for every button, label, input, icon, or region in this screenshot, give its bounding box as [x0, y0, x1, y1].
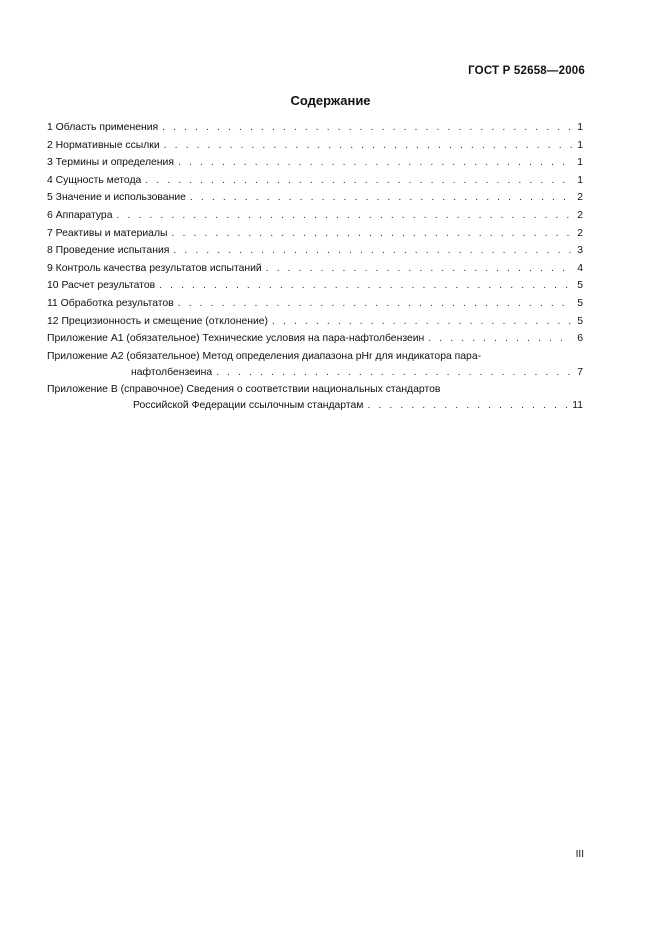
- toc-entry[interactable]: [47, 154, 583, 172]
- table-of-contents: [47, 119, 583, 415]
- page-number: III: [575, 849, 584, 860]
- toc-entry-page: 1: [577, 157, 583, 169]
- toc-entry-annex-b-line1[interactable]: [47, 381, 583, 397]
- toc-leader-dots: [190, 189, 572, 207]
- toc-leader-dots: [178, 295, 572, 313]
- toc-leader-dots: [164, 137, 572, 155]
- toc-leader-dots: [272, 313, 572, 331]
- toc-entry-page: 1: [577, 139, 583, 151]
- toc-entry-page: 2: [577, 209, 583, 221]
- toc-leader-dots: [428, 330, 572, 348]
- toc-entry[interactable]: [47, 225, 583, 243]
- toc-entry-page: 6: [577, 333, 583, 345]
- toc-entry-page: 2: [577, 227, 583, 239]
- toc-entry-label: 10 Расчет результатов: [47, 280, 156, 292]
- toc-leader-dots: [116, 207, 572, 225]
- toc-leader-dots: [159, 277, 572, 295]
- toc-leader-dots: [145, 172, 572, 190]
- toc-entry[interactable]: [47, 277, 583, 295]
- toc-entry-label: 1 Область применения: [47, 122, 159, 133]
- toc-entry[interactable]: [47, 313, 583, 331]
- toc-entry[interactable]: [47, 295, 583, 313]
- toc-title: Содержание: [290, 93, 371, 108]
- toc-entry-page: 5: [577, 297, 583, 309]
- toc-entry-label: 9 Контроль качества результатов испытаний: [47, 262, 262, 274]
- toc-entry-label: Приложение В (справочное) Сведения о соответствии национальных стандартов: [47, 384, 441, 396]
- toc-entry-annex-b-line2[interactable]: [47, 397, 583, 415]
- toc-entry[interactable]: [47, 137, 583, 155]
- toc-leader-dots: [367, 397, 569, 415]
- toc-entry[interactable]: [47, 207, 583, 225]
- toc-entry-page: 7: [577, 366, 583, 378]
- toc-entry-label: 4 Сущность метода: [47, 174, 142, 186]
- toc-leader-dots: [216, 364, 572, 382]
- toc-entry-label: 6 Аппаратура: [47, 209, 113, 221]
- toc-entry-label: Российской Федерации ссылочным стандартам: [133, 400, 364, 412]
- toc-entry-page: 3: [577, 245, 583, 257]
- toc-entry-label: 11 Обработка результатов: [47, 297, 174, 309]
- toc-entry-label: 3 Термины и определения: [47, 157, 174, 169]
- toc-entry[interactable]: [47, 242, 583, 260]
- toc-leader-dots: [173, 242, 572, 260]
- toc-entry[interactable]: [47, 260, 583, 278]
- toc-entry-page: 2: [577, 192, 583, 204]
- document-code: ГОСТ Р 52658—2006: [468, 65, 585, 77]
- toc-entry-label: Приложение А1 (обязательное) Технические условия на пара-нафтолбензеин: [47, 333, 425, 345]
- toc-entry-label: 7 Реактивы и материалы: [47, 227, 168, 239]
- toc-entry[interactable]: [47, 189, 583, 207]
- toc-leader-dots: [162, 119, 572, 137]
- toc-entry-page: 1: [577, 122, 583, 133]
- toc-entry-label: 2 Нормативные ссылки: [47, 139, 160, 151]
- toc-leader-dots: [172, 225, 573, 243]
- toc-entry-page: 1: [577, 174, 583, 186]
- toc-entry-page: 4: [577, 262, 583, 274]
- toc-entry-label: 12 Прецизионность и смещение (отклонение): [47, 315, 268, 327]
- toc-entry-annex-a2-line2[interactable]: [47, 364, 583, 382]
- toc-entry-label: 5 Значение и использование: [47, 192, 186, 204]
- toc-entry-page: 5: [577, 280, 583, 292]
- toc-leader-dots: [178, 154, 572, 172]
- toc-entry-label: нафтолбензеина: [131, 366, 213, 378]
- toc-entry[interactable]: [47, 119, 583, 137]
- toc-entry-page: 11: [572, 400, 583, 412]
- toc-entry[interactable]: [47, 330, 583, 348]
- toc-entry-annex-a2-line1[interactable]: [47, 348, 583, 364]
- toc-entry[interactable]: [47, 172, 583, 190]
- toc-entry-label: 8 Проведение испытания: [47, 245, 170, 257]
- toc-entry-page: 5: [577, 315, 583, 327]
- toc-leader-dots: [266, 260, 572, 278]
- toc-entry-label: Приложение А2 (обязательное) Метод определения диапазона pHr для индикатора пара-: [47, 350, 482, 362]
